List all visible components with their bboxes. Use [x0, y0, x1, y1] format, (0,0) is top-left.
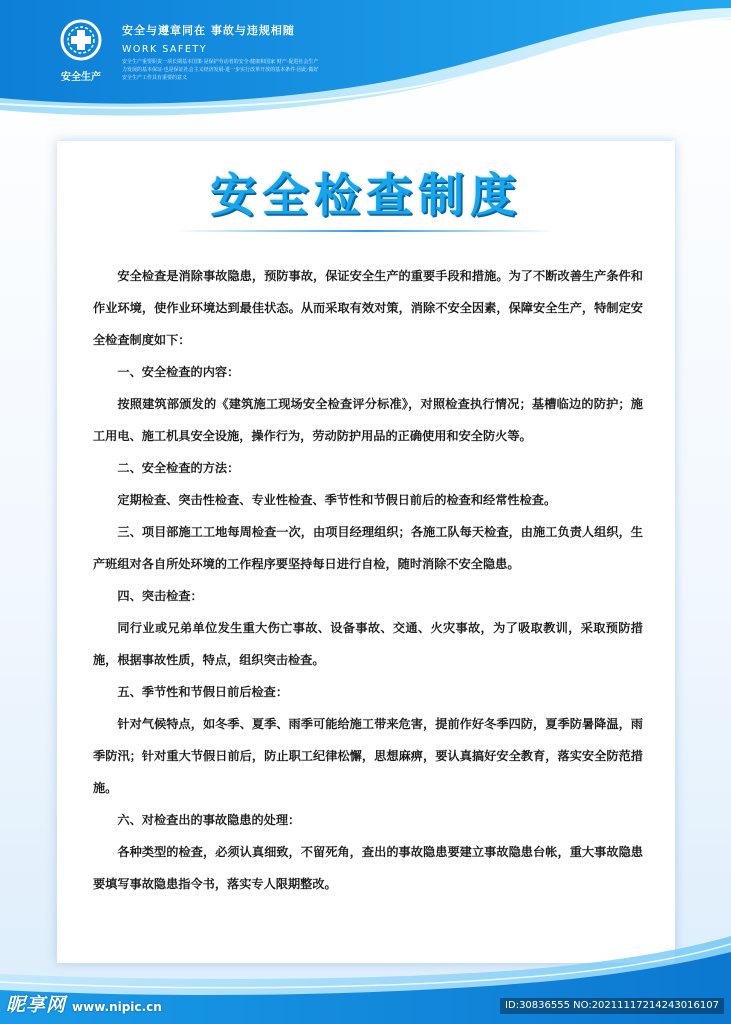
- section-heading: 四、突击检查：: [117, 589, 203, 603]
- section-body: 三、项目部施工工地每周检查一次，由项目经理组织；各施工队每天检查，由施工负责人组织，生产班组对各自所处环境的工作程序要坚持每日进行自检，随时消除不安全隐患。: [93, 525, 643, 571]
- watermark-url: www.nipic.cn: [72, 1000, 162, 1014]
- section-body: 各种类型的检查，必须认真细致，不留死角，查出的事故隐患要建立事故隐患台帐，重大事故隐患要填写事故隐患指令书，落实专人限期整改。: [93, 845, 643, 891]
- slogan-fine-print: 安全生产重要职责一项长期基本国策·是保护劳动者的安全·健康和国家 财产·促进社会生产力发展的基本保证·也是保证社会主义经济发展·进一步实行改革开放的基本条件·因此·做好安全生产工作具有重要的意义: [122, 59, 319, 81]
- section-body: 针对气候特点，如冬季、夏季、雨季可能给施工带来危害，提前作好冬季四防，夏季防暑降温，雨季防汛；针对重大节假日前后，防止职工纪律松懈，思想麻痹，要认真搞好安全教育，落实安全防范措施。: [93, 717, 643, 795]
- safety-cross-icon: [59, 18, 103, 62]
- title-underline: [177, 227, 555, 235]
- intro-paragraph: 安全检查是消除事故隐患，预防事故，保证安全生产的重要手段和措施。为了不断改善生产条件和作业环境，使作业环境达到最佳状态。从而采取有效对策，消除不安全因素，保障安全生产，特制定安全检查制度如下：: [93, 269, 643, 347]
- section-body: 按照建筑部颁发的《建筑施工现场安全检查评分标准》，对照检查执行情况；基槽临边的防护；施工用电、施工机具安全设施，操作行为，劳动防护用品的正确使用和安全防火等。: [93, 397, 643, 443]
- safety-logo: [56, 18, 106, 83]
- section-heading: 六、对检查出的事故隐患的处理：: [117, 813, 301, 827]
- document-title: 安全检查制度: [210, 168, 522, 222]
- watermark-brand-name: 昵享网: [6, 994, 67, 1016]
- slogan: 安全与遵章同在 事故与违规相随: [122, 24, 295, 37]
- section-heading: 一、安全检查的内容：: [117, 365, 240, 379]
- section-body: 同行业或兄弟单位发生重大伤亡事故、设备事故、交通、火灾事故，为了吸取教训，采取预防措施，根据事故性质，特点，组织突击检查。: [93, 621, 643, 667]
- watermark-brand: [6, 990, 162, 1017]
- slogan-english: WORK SAFETY: [122, 44, 207, 55]
- header-slogan-block: [122, 22, 322, 82]
- logo-caption: 安全生产: [61, 72, 101, 83]
- section-heading: 二、安全检查的方法：: [117, 461, 240, 475]
- section-body: 定期检查、突击性检查、专业性检查、季节性和节假日前后的检查和经常性检查。: [117, 493, 557, 507]
- document-paper: [57, 141, 675, 963]
- header-wave-background: [0, 0, 731, 140]
- watermark-id: ID:30836555 NO:20211117214243016107: [500, 998, 724, 1014]
- section-heading: 五、季节性和节假日前后检查：: [117, 685, 289, 699]
- document-body: [93, 260, 643, 900]
